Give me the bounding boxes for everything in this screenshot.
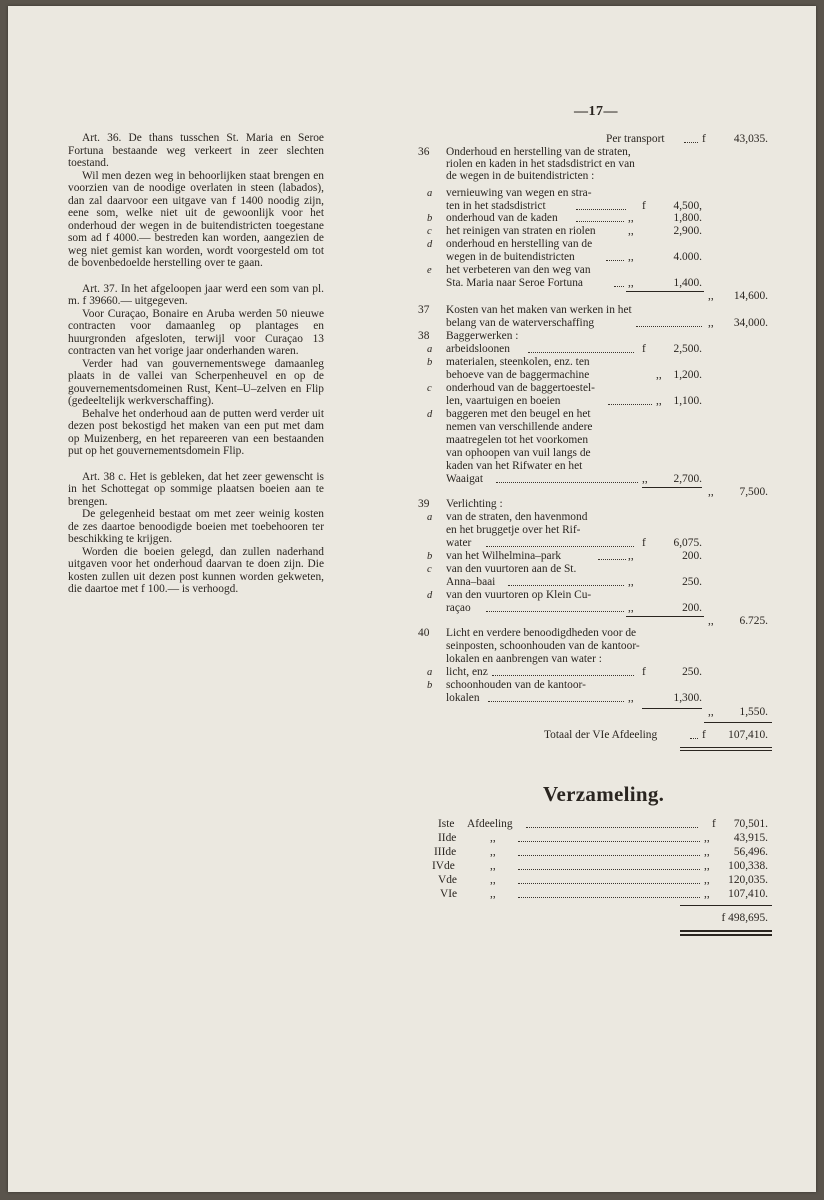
item-38b-amount: 1,200. <box>673 369 702 381</box>
per-transport-label: Per transport <box>606 133 665 145</box>
summary-row-label: IIIde <box>434 846 457 858</box>
item-40a-amount: 250. <box>682 666 702 678</box>
item-36b-amount: 1,800. <box>673 212 702 224</box>
item-36-number: 36 <box>418 146 430 158</box>
leader-dots <box>492 666 634 676</box>
item-39-heading: Verlichting : <box>446 498 503 510</box>
item-39a-amount: 6,075. <box>673 537 702 549</box>
leader-dots <box>690 729 698 739</box>
item-38-total: 7,500. <box>739 486 768 498</box>
grand-total-rule <box>704 722 772 723</box>
summary-row-value: 100,338. <box>728 860 768 872</box>
summary-row-value: 43,915. <box>733 832 768 844</box>
item-39b-text: van het Wilhelmina–park <box>446 550 562 562</box>
per-transport-currency: f <box>702 133 706 145</box>
letter-a: a <box>427 344 433 355</box>
item-39d-currency: ,, <box>628 602 634 614</box>
leader-dots <box>526 818 698 828</box>
summary-row-afdeeling: Afdeeling <box>467 818 513 830</box>
item-36e-amount: 1,400. <box>673 277 702 289</box>
summary-row-currency: ,, <box>704 874 710 886</box>
item-36-line1: Onderhoud en herstelling van de straten, <box>446 146 631 158</box>
item-39a-line3: water <box>446 537 472 549</box>
summary-row-value: 70,501. <box>733 818 768 830</box>
leader-dots <box>528 343 634 353</box>
leader-dots <box>598 550 626 560</box>
summary-row-label: VIe <box>440 888 458 900</box>
item-39d-line1: van den vuurtoren op Klein Cu- <box>446 589 592 601</box>
item-39-number: 39 <box>418 498 430 510</box>
summary-row-value: 107,410. <box>728 888 768 900</box>
item-40a-text: licht, enz <box>446 666 488 678</box>
item-40b-amount: 1,300. <box>673 692 702 704</box>
item-40-line2: seinposten, schoonhouden van de kantoor- <box>446 640 640 652</box>
leader-dots <box>576 212 624 222</box>
art38-para2: De gelegenheid bestaat om met zeer weinig kosten de zes daartoe benoodigde boeien met toebehooren ter beschikking te krijgen. <box>68 508 324 545</box>
item-36a-amount: 4,500, <box>673 200 702 212</box>
summary-row-value: 120,035. <box>728 874 768 886</box>
verzameling-title: Verzameling. <box>543 782 665 806</box>
item-36a-line1: vernieuwing van wegen en stra- <box>446 187 592 199</box>
item-39c-amount: 250. <box>682 576 702 588</box>
item-38d-line6: Waaigat <box>446 473 484 485</box>
letter-d: d <box>427 409 433 420</box>
summary-double-rule-bottom <box>680 934 772 936</box>
item-39d-amount: 200. <box>682 602 702 614</box>
item-36-line2: riolen en kaden in het stadsdistrict en van <box>446 158 635 170</box>
art37-para3: Verder had van gouvernementswege damaanleg plaats in de vallei van Scherpenheuvel en op de gouvernementsdomeinen Rust, Kent–U–zelven en Flip (gedeeltelijk werkverschaffing). <box>68 357 324 407</box>
item-39b-amount: 200. <box>682 550 702 562</box>
item-39a-currency: f <box>642 537 646 549</box>
item-36d-line1: onderhoud en herstelling van de <box>446 238 593 250</box>
subtotal-rule <box>626 291 704 292</box>
letter-b: b <box>427 680 433 691</box>
item-38b-currency: ,, <box>656 369 662 381</box>
item-38d-line4: van ophoopen van vuil langs de <box>446 447 591 459</box>
item-40a-currency: f <box>642 666 646 678</box>
item-38d-line5: kaden van het Rifwater en het <box>446 460 583 472</box>
item-36e-currency: ,, <box>628 277 634 289</box>
item-40-line3: lokalen en aanbrengen van water : <box>446 653 602 665</box>
item-36d-line2: wegen in de buitendistricten <box>446 251 575 263</box>
letter-e: e <box>427 265 432 276</box>
item-39c-line1: van den vuurtoren aan de St. <box>446 563 577 575</box>
per-transport-value: 43,035. <box>733 133 768 145</box>
letter-d: d <box>427 239 433 250</box>
leader-dots <box>518 846 700 856</box>
item-38-heading: Baggerwerken : <box>446 330 519 342</box>
letter-c: c <box>427 226 432 237</box>
item-36a-line2: ten in het stadsdistrict <box>446 200 546 212</box>
letter-c: c <box>427 564 432 575</box>
leader-dots <box>614 277 624 287</box>
summary-row-currency: ,, <box>704 860 710 872</box>
summary-row-ditto: ,, <box>490 888 496 900</box>
letter-c: c <box>427 383 432 394</box>
summary-row-currency: ,, <box>704 888 710 900</box>
summary-row-ditto: ,, <box>490 874 496 886</box>
item-36c-text: het reinigen van straten en riolen <box>446 225 596 237</box>
summary-row-ditto: ,, <box>490 860 496 872</box>
item-36d-currency: ,, <box>628 251 634 263</box>
item-36b-text: onderhoud van de kaden <box>446 212 558 224</box>
leader-dots <box>508 576 624 586</box>
leader-dots <box>636 317 702 327</box>
grand-total-label: Totaal der VIe Afdeeling <box>544 729 658 741</box>
item-40-number: 40 <box>418 627 430 639</box>
item-36e-line1: het verbeteren van den weg van <box>446 264 591 276</box>
item-38c-amount: 1,100. <box>673 395 702 407</box>
item-38c-currency: ,, <box>656 395 662 407</box>
summary-row-label: Vde <box>438 874 457 886</box>
summary-row-label: IVde <box>432 860 455 872</box>
item-40b-currency: ,, <box>628 692 634 704</box>
item-36c-currency: ,, <box>628 225 634 237</box>
art38-para1: Art. 38 c. Het is gebleken, dat het zeer gewenscht is in het Schottegat op sommige plaatsen boeien aan te brengen. <box>68 470 324 508</box>
leader-dots <box>576 200 626 210</box>
leader-dots <box>606 251 624 261</box>
item-38d-line3: maatregelen tot het voorkomen <box>446 434 589 446</box>
summary-row-label: IIde <box>438 832 457 844</box>
leader-dots <box>518 874 700 884</box>
page-number: —17— <box>574 104 618 119</box>
item-39a-line2: en het bruggetje over het Rif- <box>446 524 581 536</box>
double-rule-top <box>680 747 772 748</box>
item-36-line3: de wegen in de buitendistricten : <box>446 170 595 182</box>
leader-dots <box>684 133 698 143</box>
item-40-line1: Licht en verdere benoodigdheden voor de <box>446 627 637 639</box>
item-37-total-currency: ,, <box>708 317 714 329</box>
letter-a: a <box>427 512 433 523</box>
art37-para4: Behalve het onderhoud aan de putten werd verder uit dezen post bekostigd het maken van een put met dam op Muizenberg, en het repareeren van een bestaanden put op het gouvernementsdomein Flip. <box>68 407 324 457</box>
item-37-line2: belang van de waterverschaffing <box>446 317 595 329</box>
item-38d-currency: ,, <box>642 473 648 485</box>
document-page <box>8 6 816 1192</box>
summary-row-currency: ,, <box>704 832 710 844</box>
item-38a-amount: 2,500. <box>673 343 702 355</box>
item-36c-amount: 2,900. <box>673 225 702 237</box>
item-40-total: 1,550. <box>739 706 768 718</box>
grand-total-currency: f <box>702 729 706 741</box>
item-38b-line2: behoeve van de baggermachine <box>446 369 590 381</box>
subtotal-rule <box>642 487 702 488</box>
item-36a-currency: f <box>642 200 646 212</box>
summary-rule <box>680 905 772 906</box>
item-39b-currency: ,, <box>628 550 634 562</box>
item-38b-line1: materialen, steenkolen, enz. ten <box>446 356 590 368</box>
item-36d-amount: 4.000. <box>673 251 702 263</box>
summary-row-ditto: ,, <box>490 846 496 858</box>
item-38c-line1: onderhoud van de baggertoestel- <box>446 382 595 394</box>
art36-para1: Art. 36. De thans tusschen St. Maria en Seroe Fortuna bestaande weg verkeert in zeer slechten toestand. <box>68 132 324 169</box>
item-38d-line2: nemen van verschillende andere <box>446 421 593 433</box>
summary-row-currency: f <box>712 818 716 830</box>
art37-para1: Art. 37. In het afgeloopen jaar werd een som van pl. m. f 39660.— uitgegeven. <box>68 282 324 307</box>
letter-b: b <box>427 357 433 368</box>
summary-row-value: 56,496. <box>733 846 768 858</box>
letter-b: b <box>427 551 433 562</box>
art36-para2: Wil men dezen weg in behoorlijken staat brengen en voorzien van de noodige overlaten in steen (labados), dan zal daarvoor een uitgave van f 1400 noodig zijn, eene som, welke niet uit de gewoonlijk voor het onderhoud der wegen in de buitendistricten toegestane som ad f 4000.— bestreden kan worden, aangezien de weg niet gemist kan worden, wordt voorgesteld om tot de bovenbedoelde herstelling over te gaan. <box>68 169 324 269</box>
item-38a-text: arbeidsloonen <box>446 343 510 355</box>
left-column <box>68 132 324 596</box>
item-39a-line1: van de straten, den havenmond <box>446 511 588 523</box>
summary-row-ditto: ,, <box>490 832 496 844</box>
item-39-total-currency: ,, <box>708 615 714 627</box>
double-rule-bottom <box>680 750 772 751</box>
leader-dots <box>486 537 634 547</box>
leader-dots <box>488 692 624 702</box>
leader-dots <box>518 888 700 898</box>
summary-total: f 498,695. <box>721 912 768 924</box>
item-37-number: 37 <box>418 304 430 316</box>
art37-para2: Voor Curaçao, Bonaire en Aruba werden 50 nieuwe contracten voor damaanleg op plantages en huurgronden afgesloten, terwijl voor Curaçao 13 contracten van het vorige jaar onderhanden waren. <box>68 307 324 357</box>
subtotal-rule <box>642 708 702 709</box>
subtotal-rule <box>626 616 704 617</box>
summary-double-rule-top <box>680 930 772 932</box>
item-36e-line2: Sta. Maria naar Seroe Fortuna <box>446 277 583 289</box>
item-40b-line2: lokalen <box>446 692 480 704</box>
leader-dots <box>486 602 624 612</box>
item-38d-amount: 2,700. <box>673 473 702 485</box>
letter-d: d <box>427 590 433 601</box>
item-36-total: 14,600. <box>733 290 768 302</box>
item-38-total-currency: ,, <box>708 486 714 498</box>
summary-row-label: Iste <box>438 818 455 830</box>
leader-dots <box>518 860 700 870</box>
item-37-total: 34,000. <box>733 317 768 329</box>
letter-a: a <box>427 667 433 678</box>
item-40-total-currency: ,, <box>708 706 714 718</box>
art38-para3: Worden die boeien gelegd, dan zullen naderhand uitgaven voor het onderhoud daarvan te doen zijn. Die kosten zullen uit dezen post kunnen worden gekweten, die daartoe met f 100.— is verhoogd. <box>68 545 324 595</box>
grand-total-value: 107,410. <box>728 729 768 741</box>
summary-row-currency: ,, <box>704 846 710 858</box>
leader-dots <box>496 473 638 483</box>
item-38a-currency: f <box>642 343 646 355</box>
letter-a: a <box>427 188 433 199</box>
item-39-total: 6.725. <box>739 615 768 627</box>
item-40b-line1: schoonhouden van de kantoor- <box>446 679 586 691</box>
item-37-line1: Kosten van het maken van werken in het <box>446 304 632 316</box>
item-36b-currency: ,, <box>628 212 634 224</box>
item-39d-line2: raçao <box>446 602 471 614</box>
item-39c-line2: Anna–baai <box>446 576 496 588</box>
item-38-number: 38 <box>418 330 430 342</box>
letter-b: b <box>427 213 433 224</box>
item-38d-line1: baggeren met den beugel en het <box>446 408 591 420</box>
leader-dots <box>518 832 700 842</box>
item-38c-line2: len, vaartuigen en boeien <box>446 395 561 407</box>
item-39c-currency: ,, <box>628 576 634 588</box>
item-36-total-currency: ,, <box>708 290 714 302</box>
